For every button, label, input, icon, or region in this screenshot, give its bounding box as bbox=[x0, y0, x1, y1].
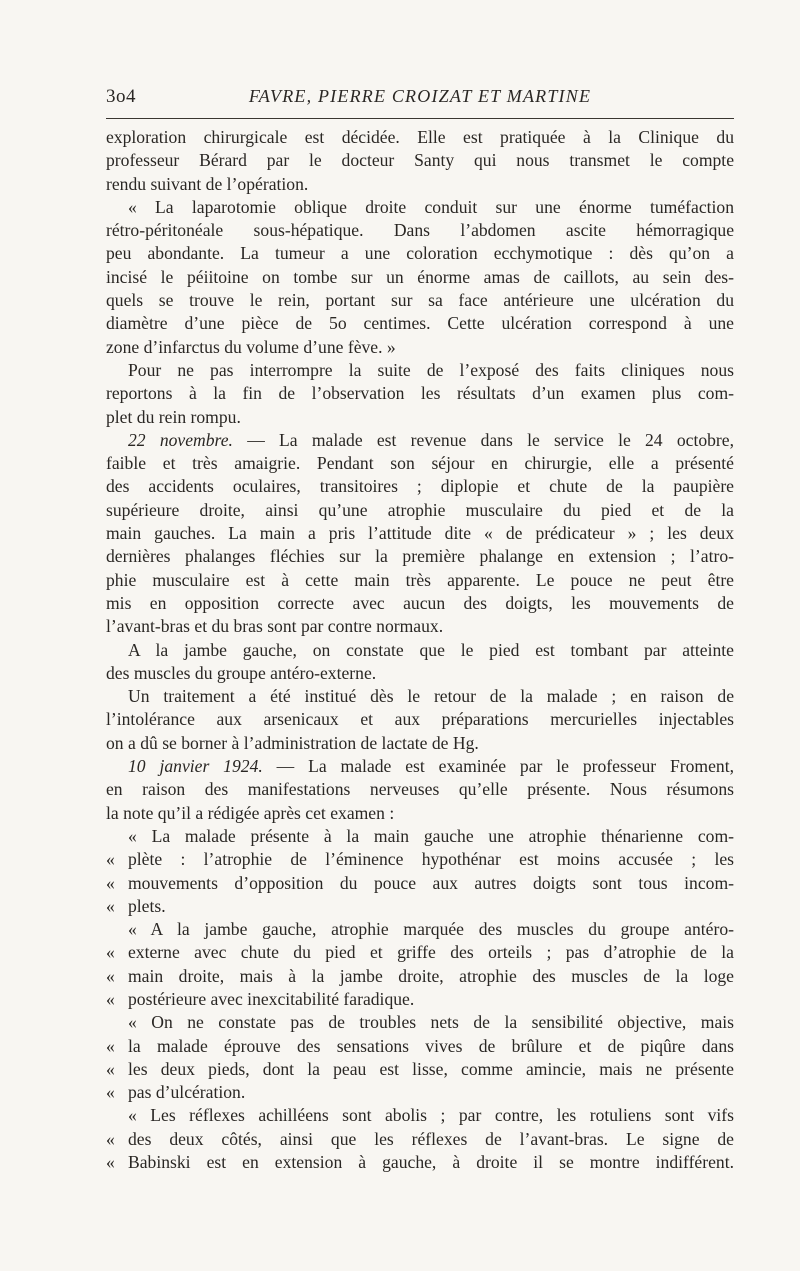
line-text: — La malade est revenue dans le service le 24 octobre, bbox=[232, 429, 734, 450]
quote-mark: « bbox=[106, 1082, 115, 1103]
text-line bbox=[106, 196, 734, 219]
line-text: « La laparotomie oblique droite conduit sur une énorme tuméfaction bbox=[128, 196, 734, 217]
line-text: quels se trouve le rein, portant sur sa face antérieure une ulcération du bbox=[106, 290, 734, 311]
line-text: diamètre d’une pièce de 5o centimes. Cette ulcération correspond à une bbox=[106, 313, 734, 334]
page-header bbox=[106, 86, 734, 112]
line-text: main droite, mais à la jambe droite, atrophie des muscles de la loge bbox=[128, 965, 734, 986]
line-text: rendu suivant de l’opération. bbox=[106, 173, 309, 194]
text-line bbox=[106, 802, 734, 825]
line-text: les deux pieds, dont la peau est lisse, comme amincie, mais ne présente bbox=[128, 1058, 734, 1079]
text-line bbox=[106, 895, 734, 918]
text-line bbox=[106, 872, 734, 895]
text-line bbox=[106, 569, 734, 592]
line-text: reportons à la fin de l’observation les résultats d’un examen plus com- bbox=[106, 383, 734, 404]
text-line bbox=[106, 708, 734, 731]
line-text: main gauches. La main a pris l’attitude dite « de prédicateur » ; les deux bbox=[106, 523, 734, 544]
quote-mark: « bbox=[106, 1128, 115, 1149]
line-text: Un traitement a été institué dès le retour de la malade ; en raison de bbox=[128, 686, 734, 707]
line-text: phie musculaire est à cette main très apparente. Le pouce ne peut être bbox=[106, 569, 734, 590]
line-text: professeur Bérard par le docteur Santy qui nous transmet le compte bbox=[106, 150, 734, 171]
text-line bbox=[106, 1104, 734, 1127]
text-line bbox=[106, 429, 734, 452]
text-line bbox=[106, 778, 734, 801]
text-line bbox=[106, 173, 734, 196]
date-heading: 10 janvier 1924. bbox=[128, 756, 263, 777]
line-text: mouvements d’opposition du pouce aux autres doigts sont tous incom- bbox=[128, 872, 734, 893]
line-text: zone d’infarctus du volume d’une fève. » bbox=[106, 336, 396, 357]
quote-mark: « bbox=[106, 965, 115, 986]
text-line bbox=[106, 219, 734, 242]
line-text: faible et très amaigrie. Pendant son séjour en chirurgie, elle a présenté bbox=[106, 453, 734, 474]
page-number: 3o4 bbox=[106, 86, 136, 107]
line-text: mis en opposition correcte avec aucun des doigts, les mouvements de bbox=[106, 592, 734, 613]
date-heading: 22 novembre. bbox=[128, 429, 233, 450]
text-line bbox=[106, 965, 734, 988]
quote-mark: « bbox=[106, 1058, 115, 1079]
text-line bbox=[106, 406, 734, 429]
quote-mark: « bbox=[106, 988, 115, 1009]
line-text: des accidents oculaires, transitoires ; diplopie et chute de la paupière bbox=[106, 476, 734, 497]
text-line bbox=[106, 592, 734, 615]
text-line bbox=[106, 848, 734, 871]
quote-mark: « bbox=[106, 895, 115, 916]
body-text bbox=[106, 126, 734, 1174]
text-line bbox=[106, 1035, 734, 1058]
line-text: A la jambe gauche, on constate que le pied est tombant par atteinte bbox=[128, 639, 734, 660]
text-line bbox=[106, 475, 734, 498]
header-rule bbox=[106, 118, 734, 119]
line-text: exploration chirurgicale est décidée. Elle est pratiquée à la Clinique du bbox=[106, 127, 734, 147]
text-line bbox=[106, 289, 734, 312]
text-line bbox=[106, 918, 734, 941]
text-line bbox=[106, 382, 734, 405]
text-line bbox=[106, 825, 734, 848]
text-line bbox=[106, 359, 734, 382]
line-text: « Les réflexes achilléens sont abolis ; par contre, les rotuliens sont vifs bbox=[128, 1105, 734, 1126]
text-line bbox=[106, 336, 734, 359]
line-text: incisé le péiitoine on tombe sur un énorme amas de caillots, au sein des- bbox=[106, 266, 734, 287]
text-line bbox=[106, 149, 734, 172]
text-line bbox=[106, 522, 734, 545]
text-line bbox=[106, 266, 734, 289]
line-text: supérieure droite, ainsi qu’une atrophie musculaire du pied et de la bbox=[106, 499, 734, 520]
quote-mark: « bbox=[106, 849, 115, 870]
text-line bbox=[106, 662, 734, 685]
running-title: FAVRE, PIERRE CROIZAT ET MARTINE bbox=[248, 86, 592, 106]
line-text: la note qu’il a rédigée après cet examen : bbox=[106, 802, 395, 823]
line-text: l’intolérance aux arsenicaux et aux préparations mercurielles injectables bbox=[106, 709, 734, 730]
line-text: rétro-péritonéale sous-hépatique. Dans l’abdomen ascite hémorragique bbox=[106, 220, 734, 241]
line-text: pas d’ulcération. bbox=[128, 1082, 246, 1103]
line-text: — La malade est examinée par le professeur Froment, bbox=[262, 756, 734, 777]
line-text: des deux côtés, ainsi que les réflexes de l’avant-bras. Le signe de bbox=[128, 1128, 734, 1149]
line-text: externe avec chute du pied et griffe des orteils ; pas d’atrophie de la bbox=[128, 942, 734, 963]
line-text: « La malade présente à la main gauche une atrophie thénarienne com- bbox=[128, 825, 734, 846]
line-text: « A la jambe gauche, atrophie marquée des muscles du groupe antéro- bbox=[128, 919, 734, 940]
text-line bbox=[106, 639, 734, 662]
text-line bbox=[106, 312, 734, 335]
line-text: l’avant-bras et du bras sont par contre normaux. bbox=[106, 616, 444, 637]
line-text: plets. bbox=[128, 895, 166, 916]
text-line bbox=[106, 1128, 734, 1151]
quote-mark: « bbox=[106, 1035, 115, 1056]
line-text: des muscles du groupe antéro-externe. bbox=[106, 662, 377, 683]
text-line bbox=[106, 545, 734, 568]
text-line bbox=[106, 1151, 734, 1174]
text-line bbox=[106, 499, 734, 522]
text-line bbox=[106, 1058, 734, 1081]
text-line bbox=[106, 615, 734, 638]
text-line bbox=[106, 1011, 734, 1034]
line-text: on a dû se borner à l’administration de lactate de Hg. bbox=[106, 732, 479, 753]
text-line bbox=[106, 242, 734, 265]
text-line bbox=[106, 685, 734, 708]
text-line bbox=[106, 1081, 734, 1104]
line-text: peu abondante. La tumeur a une coloration ecchymotique : dès qu’on a bbox=[106, 243, 734, 264]
quote-mark: « bbox=[106, 872, 115, 893]
line-text: la malade éprouve des sensations vives de brûlure et de piqûre dans bbox=[128, 1035, 734, 1056]
line-text: Babinski est en extension à gauche, à droite il se montre indifférent. bbox=[128, 1152, 734, 1173]
line-text: dernières phalanges fléchies sur la première phalange en extension ; l’atro- bbox=[106, 546, 734, 567]
line-text: en raison des manifestations nerveuses qu’elle présente. Nous résumons bbox=[106, 779, 734, 800]
quote-mark: « bbox=[106, 942, 115, 963]
line-text: « On ne constate pas de troubles nets de la sensibilité objective, mais bbox=[128, 1012, 734, 1033]
line-text: plète : l’atrophie de l’éminence hypothénar est moins accusée ; les bbox=[128, 849, 734, 870]
line-text: postérieure avec inexcitabilité faradique. bbox=[128, 988, 415, 1009]
text-line bbox=[106, 732, 734, 755]
line-text: plet du rein rompu. bbox=[106, 406, 241, 427]
text-line bbox=[106, 452, 734, 475]
text-line bbox=[106, 941, 734, 964]
quote-mark: « bbox=[106, 1152, 115, 1173]
line-text: Pour ne pas interrompre la suite de l’exposé des faits cliniques nous bbox=[128, 359, 734, 380]
text-line bbox=[106, 988, 734, 1011]
text-line bbox=[106, 126, 734, 149]
text-line bbox=[106, 755, 734, 778]
